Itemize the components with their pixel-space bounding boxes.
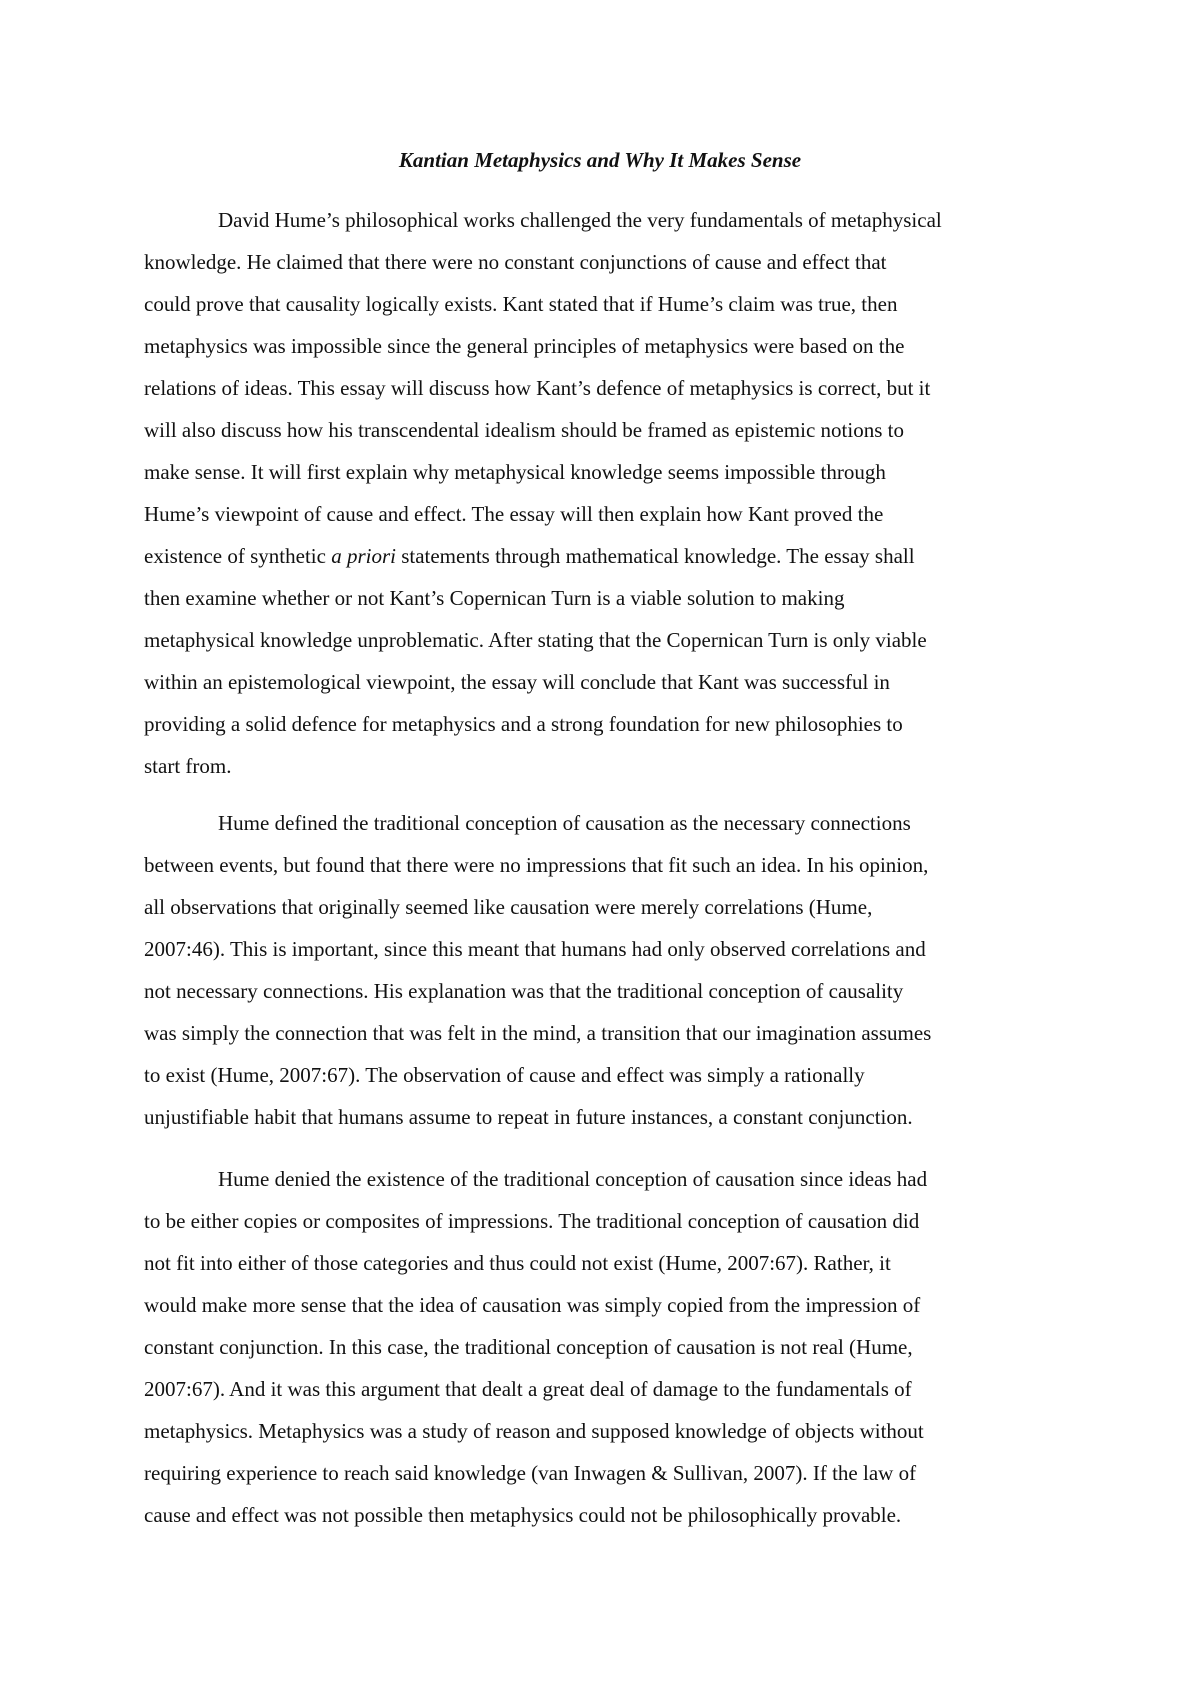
paragraph-line: Hume’s viewpoint of cause and effect. The essay will then explain how Kant proved the	[144, 502, 884, 526]
paragraph-line: Hume defined the traditional conception of causation as the necessary connections	[218, 811, 911, 835]
paragraph-line: metaphysical knowledge unproblematic. After stating that the Copernican Turn is only viable	[144, 628, 927, 652]
paragraph-line: within an epistemological viewpoint, the essay will conclude that Kant was successful in	[144, 670, 890, 694]
paragraph-line: not fit into either of those categories and thus could not exist (Hume, 2007:67). Rather, it	[144, 1251, 891, 1275]
paragraph-2	[144, 802, 1066, 1138]
paragraph-line: unjustifiable habit that humans assume to repeat in future instances, a constant conjunction.	[144, 1105, 913, 1129]
paragraph-line: would make more sense that the idea of causation was simply copied from the impression of	[144, 1293, 921, 1317]
paragraph-line-with-italic	[144, 535, 1066, 577]
italic-term-a-priori: a priori	[331, 544, 396, 568]
line-text-before: existence of synthetic	[144, 544, 332, 568]
paragraph-line: 2007:46). This is important, since this meant that humans had only observed correlations and	[144, 937, 926, 961]
paragraph-line: will also discuss how his transcendental idealism should be framed as epistemic notions to	[144, 418, 904, 442]
paragraph-line: between events, but found that there were no impressions that fit such an idea. In his opinion,	[144, 853, 929, 877]
paragraph-3	[144, 1158, 1066, 1536]
document-title: Kantian Metaphysics and Why It Makes Sense	[398, 148, 802, 172]
paragraph-line: David Hume’s philosophical works challenged the very fundamentals of metaphysical	[218, 208, 942, 232]
paragraph-line: 2007:67). And it was this argument that dealt a great deal of damage to the fundamentals of	[144, 1377, 912, 1401]
paragraph-line: to exist (Hume, 2007:67). The observation of cause and effect was simply a rationally	[144, 1063, 865, 1087]
line-text-after: statements through mathematical knowledge. The essay shall	[395, 544, 915, 568]
paragraph-line: then examine whether or not Kant’s Copernican Turn is a viable solution to making	[144, 586, 845, 610]
paragraph-line: requiring experience to reach said knowledge (van Inwagen & Sullivan, 2007). If the law of	[144, 1461, 917, 1485]
paragraph-line: relations of ideas. This essay will discuss how Kant’s defence of metaphysics is correct, but it	[144, 376, 931, 400]
paragraph-line: could prove that causality logically exists. Kant stated that if Hume’s claim was true, then	[144, 292, 898, 316]
paragraph-line: all observations that originally seemed like causation were merely correlations (Hume,	[144, 895, 873, 919]
paragraph-line: providing a solid defence for metaphysics and a strong foundation for new philosophies to	[144, 712, 903, 736]
paragraph-line: Hume denied the existence of the traditional conception of causation since ideas had	[218, 1167, 928, 1191]
paragraph-line: was simply the connection that was felt in the mind, a transition that our imagination assumes	[144, 1021, 932, 1045]
paragraph-line: constant conjunction. In this case, the traditional conception of causation is not real (Hume,	[144, 1335, 913, 1359]
paragraph-line: cause and effect was not possible then metaphysics could not be philosophically provable.	[144, 1503, 902, 1527]
paragraph-line: start from.	[144, 754, 232, 778]
paragraph-line: to be either copies or composites of impressions. The traditional conception of causation did	[144, 1209, 920, 1233]
paragraph-line: metaphysics was impossible since the general principles of metaphysics were based on the	[144, 334, 905, 358]
paragraph-line: not necessary connections. His explanation was that the traditional conception of causality	[144, 979, 904, 1003]
paragraph-line: metaphysics. Metaphysics was a study of reason and supposed knowledge of objects without	[144, 1419, 924, 1443]
paragraph-1	[144, 199, 1066, 787]
paragraph-line: knowledge. He claimed that there were no constant conjunctions of cause and effect that	[144, 250, 887, 274]
paragraph-line: make sense. It will first explain why metaphysical knowledge seems impossible through	[144, 460, 886, 484]
